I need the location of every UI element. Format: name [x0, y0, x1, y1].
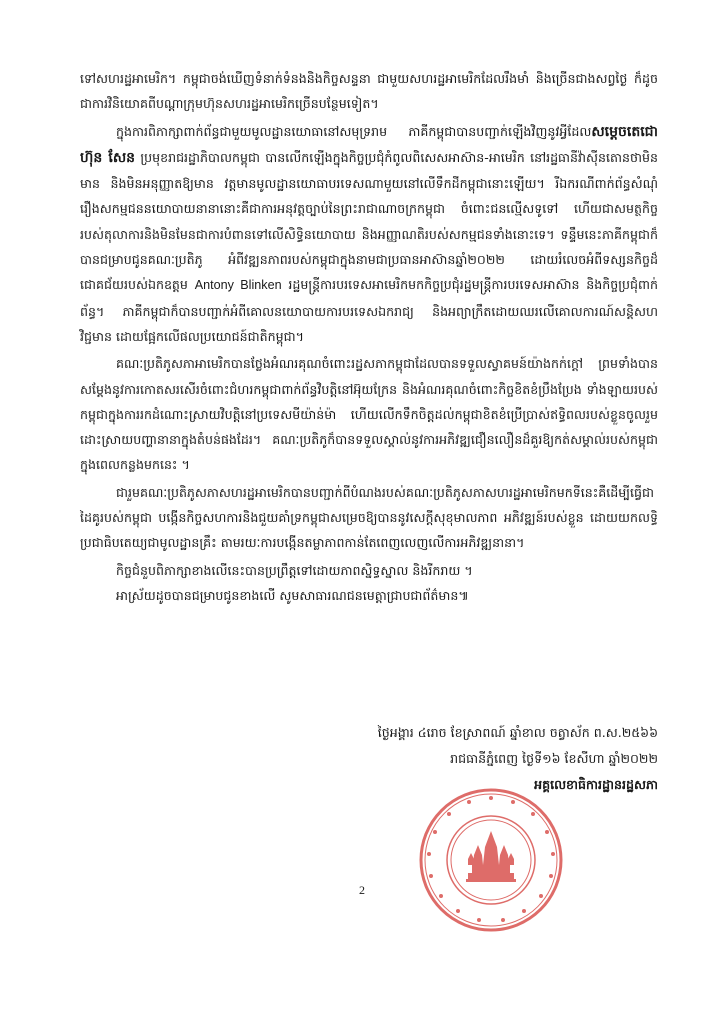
- paragraph-2-text-before: ក្នុងការពិភាក្សាពាក់ព័ន្ធជាមួយមូលដ្ឋានយោធានៅសមុទ្ររាម ភាគីកម្ពុជាបានបញ្ជាក់ឡើងវិញនូវអ្វីដែល: [116, 123, 592, 139]
- paragraph-2-text-after: រដ្ឋមន្ដ្រីការបរទេសអាមេរិកមកកិច្ចប្រជុំរដ្ឋមន្ដ្រីការបរទេសអាស៊ាន និងកិច្ចប្រជុំពាក់ព័ន្ធ។ ភាគីកម្ពុជាក៏បានបញ្ជាក់អំពីគោលនយោបាយការបរទេសឯករាជ្យ និងអព្យាក្រឹតដោយឈរលើគោលការណ៍សន្តិសហវិជ្ជមាន ដោយផ្អែកលើផលប្រយោជន៍ជាតិកម្ពុជា។: [80, 277, 658, 344]
- paragraph-4: ជារួមគណៈប្រតិភូសភាសហរដ្ឋអាមេរិកបានបញ្ជាក់ពីបំណងរបស់គណៈប្រតិភូសភាសហរដ្ឋអាមេរិកមកទីនេះគឺដើម្បីធ្វើជាដៃគូរបស់កម្ពុជា បង្កើនកិច្ចសហការនិងជួយគាំទ្រកម្ពុជាសម្រេចឱ្យបាននូវសេក្ដីសុខុមាលភាព អភិវឌ្ឍន៍របស់ខ្លួន ដោយយកលទ្ធិប្រជាធិបតេយ្យជាមូលដ្ឋានគ្រឹះ តាមរយៈការបង្កើនតម្លាភាពកាន់តែពេញលេញលើការអភិវឌ្ឍនានា។: [80, 484, 658, 551]
- secretary-name: Antony Blinken: [194, 278, 282, 293]
- paragraph-1: ទៅសហរដ្ឋអាមេរិក។ កម្ពុជាចង់ឃើញទំនាក់ទំនងនិងកិច្ចសន្ទនា ជាមួយសហរដ្ឋអាមេរិកដែលរឹងមាំ និងច្រើនជាងសព្វថ្ងៃ ក៏ដូចជាការវិនិយោគពីបណ្ដាក្រុមហ៊ុនសហរដ្ឋអាមេរិកច្រើនបន្ថែមទៀត។: [80, 71, 658, 112]
- angkor-temple-seal-icon: [416, 785, 566, 935]
- page-number: 2: [359, 883, 365, 897]
- paragraph-2: [80, 119, 658, 350]
- paragraph-5: កិច្ចជំនួបពិភាក្សាខាងលើនេះបានប្រព្រឹត្តទៅដោយភាពស្និទ្ធស្នាល និងរីករាយ ។: [116, 562, 473, 578]
- date-lunar: ថ្ងៃអង្គារ ៤រោច ខែស្រាពណ៍ ឆ្នាំខាល ចត្វាស័ក ព.ស.២៥៦៦: [377, 725, 658, 740]
- date-solar: រាជធានីភ្នំពេញ ថ្ងៃទី១៦ ខែសីហា ឆ្នាំ២០២២: [450, 751, 658, 766]
- document-body: [80, 66, 658, 608]
- paragraph-3: គណៈប្រតិភូសភាអាមេរិកបានថ្លែងអំណរគុណចំពោះរដ្ឋសភាកម្ពុជាដែលបានទទួលស្វាគមន៍យ៉ាងកក់ក្ដៅ ព្រមទាំងបានសម្ដែងនូវការកោតសរសើរចំពោះជំហរកម្ពុជាពាក់ព័ន្ធវិបត្តិនៅអ៊ុយក្រែន និងអំណរគុណចំពោះកិច្ចខិតខំប្រឹងប្រែង ទាំងឡាយរបស់កម្ពុជាក្នុងការរកដំណោះស្រាយវិបត្តិនៅប្រទេសមីយ៉ាន់ម៉ា ហើយលើកទឹកចិត្តដល់កម្ពុជាខិតខំប្រើប្រាស់ឥទ្ធិពលរបស់ខ្លួនចូលរួមដោះស្រាយបញ្ហានានាក្នុងតំបន់ផងដែរ។ គណៈប្រតិភូក៏បានទទួលស្គាល់នូវការអភិវឌ្ឍជឿនលឿនដ៏គួរឱ្យកត់សម្គាល់របស់កម្ពុជាក្នុងពេលកន្លងមកនេះ ។: [80, 356, 658, 473]
- paragraph-6: អាស្រ័យដូចបានជម្រាបជូនខាងលើ សូមសាធារណជនមេត្តាជ្រាបជាព័ត៌មាន៕: [116, 587, 469, 603]
- signature-title: អគ្គលេខាធិការដ្ឋានរដ្ឋសភា: [534, 777, 658, 792]
- prime-minister-name: សម្ដេចតេជោ ហ៊ុន សែន: [80, 123, 658, 166]
- paragraph-2-text-mid: ប្រមុខរាជរដ្ឋាភិបាលកម្ពុជា បានលើកឡើងក្នុងកិច្ចប្រជុំកំពូលពិសេសអាស៊ាន-អាមេរិក នៅរដ្ឋធានីវ៉ាស៊ីនតោនថាមិនមាន និងមិនអនុញ្ញាតឱ្យមាន វត្តមានមូលដ្ឋានយោធាបរទេសណាមួយនៅលើទឹកដីកម្ពុជានោះឡើយ។ រីឯករណីពាក់ព័ន្ធសំណុំរឿងសកម្មជននយោបាយនានានោះគឺជាការអនុវត្តច្បាប់នៃព្រះរាជាណាចក្រកម្ពុជា ចំពោះជនល្មើសទូទៅ ហើយជាសមត្ថកិច្ចរបស់តុលាការនិងមិនមែនជាការបំពានទៅលើសិទ្ធិនយោបាយ និងអញ្ញាណតិរបស់សកម្មជនទាំងនោះទេ។ ទន្ទឹមនេះភាគីកម្ពុជាក៏បានជម្រាបជូនគណៈប្រតិភូ អំពីវឌ្ឍនភាពរបស់កម្ពុជាក្នុងនាមជាប្រធានអាស៊ានឆ្នាំ២០២២ ដោយរំលេចអំពីទស្សនកិច្ចដ៏ជោគជ័យរបស់ឯកឧត្ដម: [80, 149, 658, 293]
